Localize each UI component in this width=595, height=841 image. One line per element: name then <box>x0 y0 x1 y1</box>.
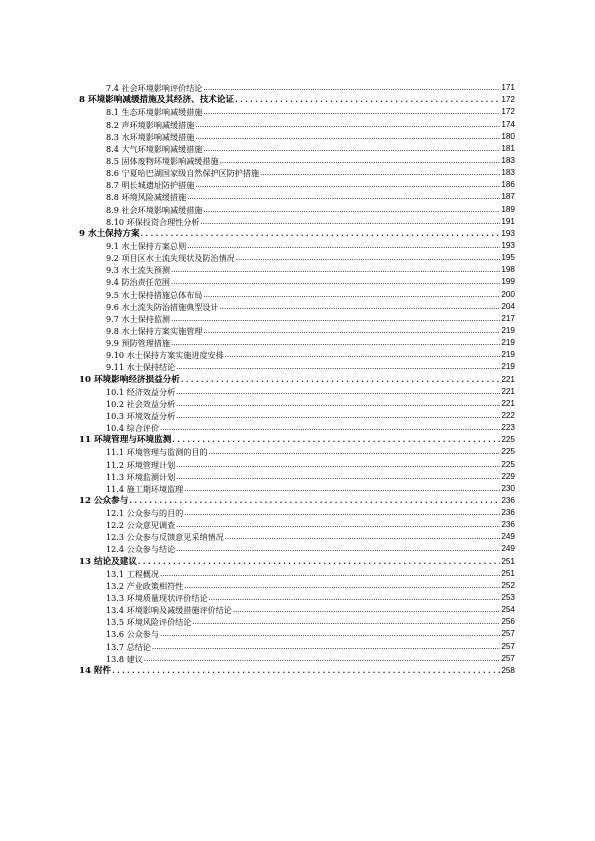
toc-entry-title: 9.11 水土保持结论 <box>106 362 176 373</box>
toc-dot-leader <box>144 653 500 665</box>
toc-dot-leader <box>129 495 500 507</box>
toc-entry-title: 8.10 环保投资合理性分析 <box>106 216 200 227</box>
toc-entry-title: 13.7 总结论 <box>106 641 151 652</box>
toc-entry-title: 11.3 环境监测计划 <box>106 471 176 482</box>
toc-page-number: 171 <box>501 83 515 93</box>
toc-page-number: 180 <box>501 131 515 141</box>
toc-dot-leader <box>176 361 500 373</box>
toc-entry-title: 10 环境影响经济损益分析 <box>79 374 180 385</box>
toc-dot-leader <box>195 179 500 191</box>
toc-dot-leader <box>176 519 500 531</box>
toc-entry-title: 11 环境管理与环境监测 <box>79 435 172 446</box>
toc-section-entry[interactable] <box>79 337 515 349</box>
toc-page-number: 219 <box>501 325 515 335</box>
toc-page-number: 172 <box>501 107 515 117</box>
toc-entry-title: 14 附件 <box>79 665 112 676</box>
toc-section-entry[interactable] <box>79 410 515 422</box>
toc-section-entry[interactable] <box>79 398 515 410</box>
toc-section-entry[interactable] <box>79 349 515 361</box>
toc-page-number: 225 <box>501 459 515 469</box>
toc-page-number: 183 <box>501 168 515 178</box>
toc-entry-title: 12.4 公众参与结论 <box>106 544 176 555</box>
toc-entry-title: 12.1 公众参与的目的 <box>106 508 184 519</box>
toc-entry-title: 13.4 环境影响及减缓措施评价结论 <box>106 605 232 616</box>
toc-section-entry[interactable] <box>79 82 515 94</box>
toc-dot-leader <box>171 276 500 288</box>
toc-entry-title: 8.7 明长城遗址防护措施 <box>106 180 195 191</box>
toc-dot-leader <box>187 240 500 252</box>
toc-dot-leader <box>209 592 500 604</box>
toc-page-number: 198 <box>501 265 515 275</box>
toc-page-number: 225 <box>501 435 515 445</box>
toc-page-number: 225 <box>501 447 515 457</box>
toc-page-number: 172 <box>501 95 515 105</box>
toc-dot-leader <box>171 337 500 349</box>
toc-dot-leader <box>184 580 500 592</box>
toc-entry-title: 10.2 社会效益分析 <box>106 398 176 409</box>
toc-section-entry[interactable] <box>79 216 515 228</box>
toc-dot-leader <box>260 167 500 179</box>
toc-entry-title: 13.6 公众参与 <box>106 629 159 640</box>
toc-dot-leader <box>195 131 500 143</box>
toc-dot-leader <box>171 264 500 276</box>
toc-section-entry[interactable] <box>79 276 515 288</box>
toc-section-entry[interactable] <box>79 519 515 531</box>
toc-section-entry[interactable] <box>79 604 515 616</box>
toc-entry-title: 8 环境影响减缓措施及其经济、技术论证 <box>79 95 235 106</box>
toc-section-entry[interactable] <box>79 155 515 167</box>
toc-entry-title: 9 水土保持方案 <box>79 228 140 239</box>
toc-section-entry[interactable] <box>79 288 515 300</box>
toc-section-entry[interactable] <box>79 386 515 398</box>
toc-page-number: 256 <box>501 617 515 627</box>
toc-page-number: 219 <box>501 338 515 348</box>
toc-page-number: 193 <box>501 240 515 250</box>
toc-section-entry[interactable] <box>79 106 515 118</box>
toc-entry-title: 10.4 综合评价 <box>106 423 159 434</box>
toc-dot-leader <box>203 325 500 337</box>
toc-dot-leader <box>220 301 500 313</box>
toc-section-entry[interactable] <box>79 531 515 543</box>
toc-entry-title: 8.4 大气环境影响减缓措施 <box>106 143 203 154</box>
toc-page-number: 229 <box>501 471 515 481</box>
toc-entry-title: 8.9 社会环境影响减缓措施 <box>106 204 203 215</box>
toc-section-entry[interactable] <box>79 580 515 592</box>
toc-section-entry[interactable] <box>79 252 515 264</box>
toc-section-entry[interactable] <box>79 179 515 191</box>
toc-entry-title: 11.4 施工期环境监理 <box>106 483 184 494</box>
toc-dot-leader <box>203 289 500 301</box>
toc-section-entry[interactable] <box>79 301 515 313</box>
toc-dot-leader <box>195 119 500 131</box>
toc-section-entry[interactable] <box>79 191 515 203</box>
toc-dot-leader <box>225 531 500 543</box>
toc-section-entry[interactable] <box>79 640 515 652</box>
table-of-contents <box>79 82 515 677</box>
toc-entry-title: 13.1 工程概况 <box>106 568 159 579</box>
toc-dot-leader <box>209 446 500 458</box>
toc-page-number: 254 <box>501 605 515 615</box>
toc-page-number: 221 <box>501 398 515 408</box>
toc-chapter-entry[interactable] <box>79 434 515 446</box>
toc-entry-title: 9.9 预防管理措施 <box>106 338 171 349</box>
toc-page-number: 193 <box>501 228 515 238</box>
toc-dot-leader <box>171 313 500 325</box>
toc-chapter-entry[interactable] <box>79 94 515 106</box>
toc-entry-title: 8.1 生态环境影响减缓措施 <box>106 107 203 118</box>
toc-entry-title: 13.8 建议 <box>106 653 143 664</box>
toc-page-number: 249 <box>501 532 515 542</box>
toc-dot-leader <box>203 106 500 118</box>
toc-entry-title: 13.2 产业政策相符性 <box>106 580 184 591</box>
toc-section-entry[interactable] <box>79 543 515 555</box>
toc-section-entry[interactable] <box>79 628 515 640</box>
toc-chapter-entry[interactable] <box>79 373 515 385</box>
toc-dot-leader <box>220 155 500 167</box>
toc-page-number: 181 <box>501 143 515 153</box>
toc-entry-title: 8.8 环境风险减缓措施 <box>106 192 187 203</box>
toc-section-entry[interactable] <box>79 167 515 179</box>
toc-page-number: 200 <box>501 289 515 299</box>
toc-chapter-entry[interactable] <box>79 228 515 240</box>
toc-entry-title: 9.2 项目区水土流失现状及防治情况 <box>106 253 235 264</box>
toc-section-entry[interactable] <box>79 203 515 215</box>
toc-page-number: 187 <box>501 192 515 202</box>
toc-page-number: 186 <box>501 180 515 190</box>
toc-section-entry[interactable] <box>79 653 515 665</box>
toc-page-number: 223 <box>501 423 515 433</box>
toc-section-entry[interactable] <box>79 483 515 495</box>
toc-section-entry[interactable] <box>79 616 515 628</box>
toc-dot-leader <box>138 556 500 568</box>
toc-entry-title: 10.3 环境效益分析 <box>106 410 176 421</box>
toc-page-number: 236 <box>501 495 515 505</box>
toc-dot-leader <box>203 143 500 155</box>
toc-page-number: 174 <box>501 119 515 129</box>
toc-section-entry[interactable] <box>79 458 515 470</box>
toc-section-entry[interactable] <box>79 264 515 276</box>
toc-entry-title: 9.5 水土保持措施总体布局 <box>106 289 203 300</box>
toc-chapter-entry[interactable] <box>79 665 515 677</box>
toc-page-number: 204 <box>501 301 515 311</box>
toc-dot-leader <box>172 434 500 446</box>
toc-entry-title: 9.8 水土保持方案实施管理 <box>106 325 203 336</box>
toc-entry-title: 12.3 公众参与反馈意见采纳情况 <box>106 532 224 543</box>
toc-dot-leader <box>176 410 500 422</box>
toc-entry-title: 11.2 环境管理计划 <box>106 459 176 470</box>
toc-page-number: 258 <box>501 665 515 675</box>
toc-dot-leader <box>176 398 500 410</box>
toc-page-number: 222 <box>501 410 515 420</box>
toc-section-entry[interactable] <box>79 471 515 483</box>
toc-entry-title: 8.3 水环境影响减缓措施 <box>106 131 195 142</box>
toc-entry-title: 9.7 水土保持监测 <box>106 313 171 324</box>
toc-dot-leader <box>141 228 500 240</box>
toc-page-number: 251 <box>501 556 515 566</box>
toc-section-entry[interactable] <box>79 361 515 373</box>
toc-dot-leader <box>236 252 500 264</box>
toc-page-number: 257 <box>501 629 515 639</box>
toc-entry-title: 9.4 防治责任范围 <box>106 277 171 288</box>
toc-entry-title: 10.1 经济效益分析 <box>106 386 176 397</box>
toc-page-number: 221 <box>501 386 515 396</box>
toc-dot-leader <box>181 374 500 386</box>
toc-section-entry[interactable] <box>79 568 515 580</box>
toc-section-entry[interactable] <box>79 446 515 458</box>
toc-page-number: 219 <box>501 350 515 360</box>
toc-entry-title: 9.10 水土保持方案实施进度安排 <box>106 350 224 361</box>
toc-chapter-entry[interactable] <box>79 555 515 567</box>
toc-page-number: 257 <box>501 641 515 651</box>
toc-section-entry[interactable] <box>79 143 515 155</box>
toc-page-number: 219 <box>501 362 515 372</box>
toc-dot-leader <box>160 628 500 640</box>
toc-dot-leader <box>176 386 500 398</box>
toc-entry-title: 11.1 环境管理与监测的目的 <box>106 447 208 458</box>
toc-dot-leader <box>203 204 500 216</box>
toc-dot-leader <box>187 191 500 203</box>
toc-dot-leader <box>200 216 500 228</box>
toc-page-number: 253 <box>501 593 515 603</box>
toc-section-entry[interactable] <box>79 131 515 143</box>
toc-section-entry[interactable] <box>79 422 515 434</box>
toc-entry-title: 13.5 环境风险评价结论 <box>106 617 192 628</box>
toc-entry-title: 12 公众参与 <box>79 495 129 506</box>
toc-section-entry[interactable] <box>79 325 515 337</box>
toc-entry-title: 9.1 水土保持方案总则 <box>106 240 187 251</box>
toc-dot-leader <box>112 665 500 677</box>
toc-page-number: 252 <box>501 580 515 590</box>
toc-dot-leader <box>235 94 500 106</box>
toc-page-number: 251 <box>501 568 515 578</box>
toc-page-number: 236 <box>501 520 515 530</box>
toc-dot-leader <box>176 543 500 555</box>
toc-page-number: 199 <box>501 277 515 287</box>
toc-entry-title: 8.6 宁夏哈巴湖国家级自然保护区防护措施 <box>106 168 260 179</box>
toc-dot-leader <box>192 616 500 628</box>
toc-dot-leader <box>225 349 500 361</box>
toc-entry-title: 7.4 社会环境影响评价结论 <box>106 83 203 94</box>
toc-dot-leader <box>184 483 500 495</box>
toc-dot-leader <box>160 568 500 580</box>
toc-chapter-entry[interactable] <box>79 495 515 507</box>
toc-dot-leader <box>152 641 500 653</box>
toc-dot-leader <box>160 422 500 434</box>
toc-section-entry[interactable] <box>79 118 515 130</box>
toc-entry-title: 13 结论及建议 <box>79 556 137 567</box>
toc-page-number: 189 <box>501 204 515 214</box>
toc-entry-title: 13.3 环境质量现状评价结论 <box>106 593 208 604</box>
toc-page-number: 221 <box>501 374 515 384</box>
toc-page-number: 257 <box>501 653 515 663</box>
toc-entry-title: 9.3 水土流失预测 <box>106 265 171 276</box>
toc-page-number: 195 <box>501 253 515 263</box>
toc-dot-leader <box>184 507 500 519</box>
toc-section-entry[interactable] <box>79 507 515 519</box>
toc-dot-leader <box>176 459 500 471</box>
toc-page-number: 230 <box>501 483 515 493</box>
toc-dot-leader <box>176 471 500 483</box>
toc-section-entry[interactable] <box>79 240 515 252</box>
toc-page-number: 236 <box>501 508 515 518</box>
toc-entry-title: 12.2 公众意见调查 <box>106 520 176 531</box>
toc-entry-title: 8.2 声环境影响减缓措施 <box>106 119 195 130</box>
toc-page-number: 217 <box>501 313 515 323</box>
toc-entry-title: 9.6 水土流失防治措施典型设计 <box>106 301 219 312</box>
toc-page-number: 249 <box>501 544 515 554</box>
toc-page-number: 191 <box>501 216 515 226</box>
toc-dot-leader <box>203 82 500 94</box>
toc-section-entry[interactable] <box>79 592 515 604</box>
toc-page-number: 183 <box>501 155 515 165</box>
toc-dot-leader <box>233 604 500 616</box>
toc-section-entry[interactable] <box>79 313 515 325</box>
toc-entry-title: 8.5 固体废物环境影响减缓措施 <box>106 155 219 166</box>
